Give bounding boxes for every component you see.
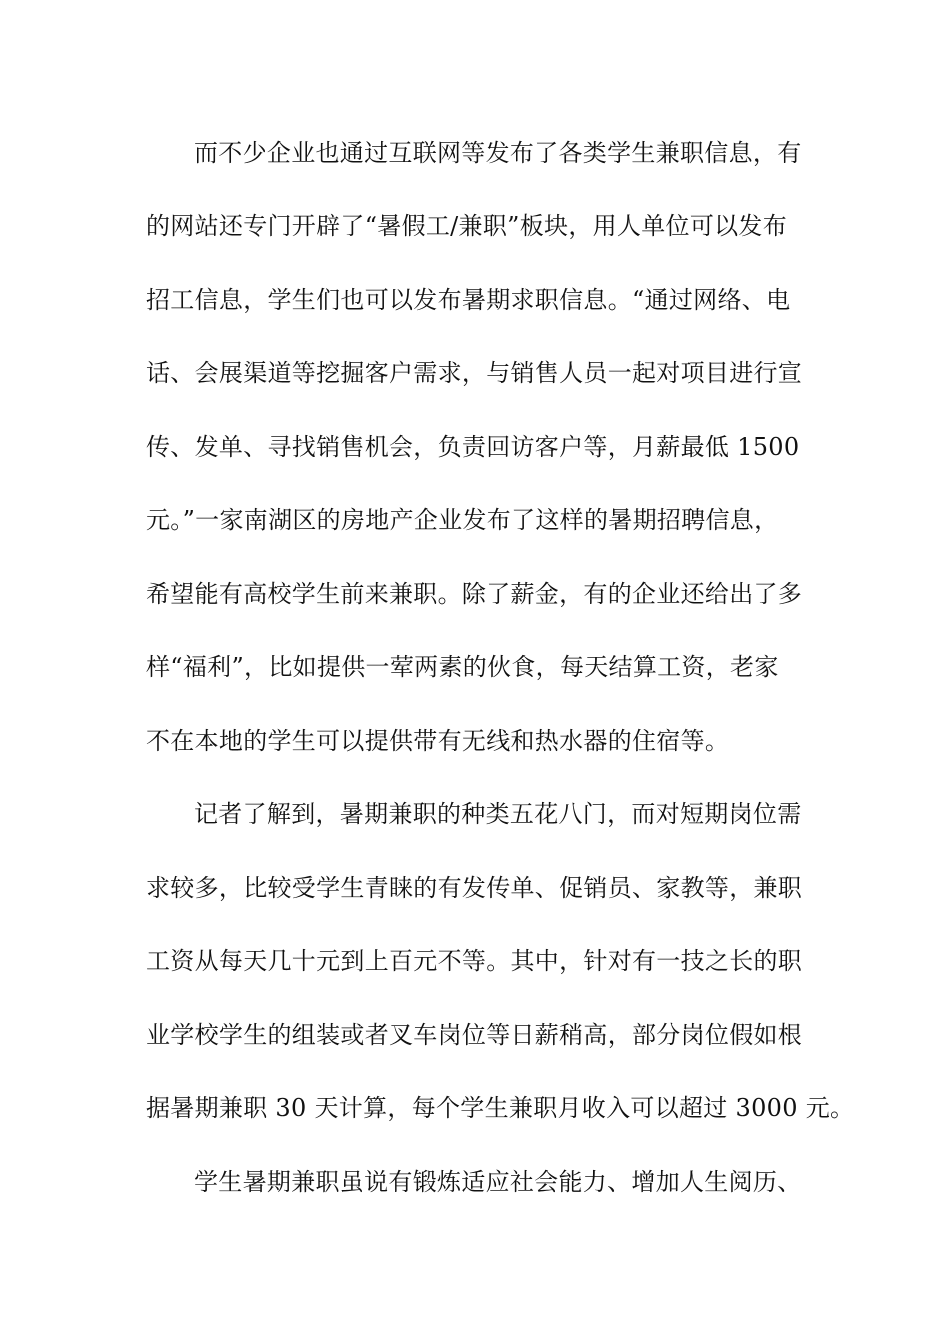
paragraph-1-line-3: 招工信息，学生们也可以发布暑期求职信息。“通过网络、电 [146,286,791,314]
paragraph-1-line-5: 传、发单、寻找销售机会，负责回访客户等，月薪最低 1500 [146,433,800,461]
paragraph-2-line-4: 业学校学生的组装或者叉车岗位等日薪稍高，部分岗位假如根 [146,1021,803,1049]
paragraph-1-line-1: 而不少企业也通过互联网等发布了各类学生兼职信息，有 [194,139,802,167]
paragraph-2-line-2: 求较多，比较受学生青睐的有发传单、促销员、家教等，兼职 [146,874,803,902]
paragraph-2-line-3: 工资从每天几十元到上百元不等。其中，针对有一技之长的职 [146,947,803,975]
paragraph-1-line-6: 元。”一家南湖区的房地产企业发布了这样的暑期招聘信息， [146,506,779,534]
paragraph-1-line-8: 样“福利”，比如提供一荤两素的伙食，每天结算工资，老家 [146,653,779,681]
paragraph-1-line-4: 话、会展渠道等挖掘客户需求，与销售人员一起对项目进行宣 [146,359,803,387]
paragraph-3-line-1: 学生暑期兼职虽说有锻炼适应社会能力、增加人生阅历、 [194,1168,802,1196]
paragraph-1-line-9: 不在本地的学生可以提供带有无线和热水器的住宿等。 [146,727,730,755]
paragraph-1-line-7: 希望能有高校学生前来兼职。除了薪金，有的企业还给出了多 [146,580,803,608]
paragraph-1-line-2: 的网站还专门开辟了“暑假工/兼职”板块，用人单位可以发布 [146,212,788,240]
paragraph-2-line-1: 记者了解到，暑期兼职的种类五花八门，而对短期岗位需 [194,800,802,828]
paragraph-2-line-5: 据暑期兼职 30 天计算，每个学生兼职月收入可以超过 3000 元。 [146,1094,855,1122]
